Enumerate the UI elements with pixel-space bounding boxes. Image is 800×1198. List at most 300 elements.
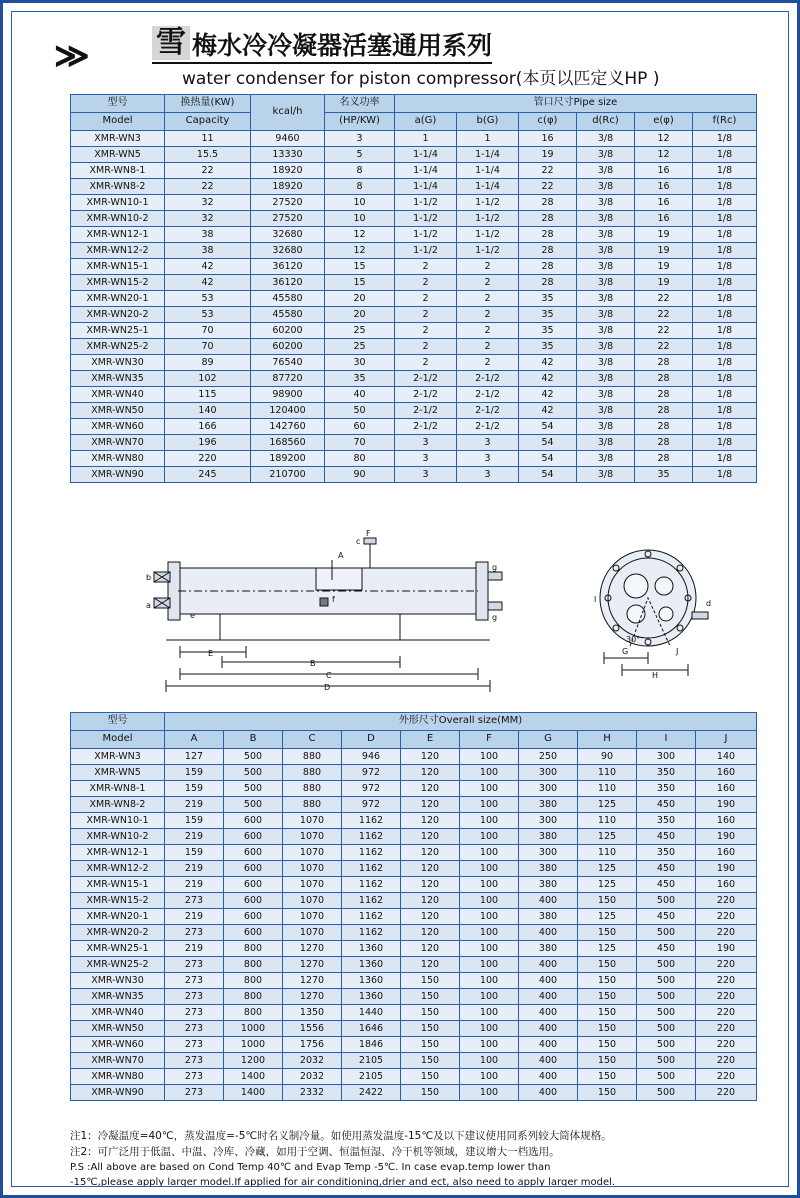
th-dim-F: F — [460, 731, 519, 749]
cell-e: 28 — [635, 451, 693, 467]
cell-c: 35 — [519, 307, 577, 323]
cell-E: 120 — [401, 829, 460, 845]
cell-D: 2105 — [342, 1069, 401, 1085]
cell-capacity: 38 — [165, 243, 251, 259]
cell-capacity: 245 — [165, 467, 251, 483]
cell-G: 400 — [519, 1021, 578, 1037]
cell-b: 2 — [457, 291, 519, 307]
cell-a: 3 — [395, 467, 457, 483]
cell-capacity: 102 — [165, 371, 251, 387]
th-pipe-a: a(G) — [395, 113, 457, 131]
cell-capacity: 166 — [165, 419, 251, 435]
cell-model: XMR-WN12-1 — [71, 227, 165, 243]
cell-F: 100 — [460, 973, 519, 989]
cell-model: XMR-WN20-1 — [71, 909, 165, 925]
cell-H: 125 — [578, 861, 637, 877]
cell-model: XMR-WN80 — [71, 451, 165, 467]
cell-d: 3/8 — [577, 371, 635, 387]
table-row — [71, 371, 757, 387]
cell-D: 1162 — [342, 925, 401, 941]
cell-G: 380 — [519, 877, 578, 893]
cell-d: 3/8 — [577, 275, 635, 291]
cell-H: 125 — [578, 909, 637, 925]
cell-A: 159 — [165, 845, 224, 861]
cell-kcal: 13330 — [251, 147, 325, 163]
cell-d: 3/8 — [577, 147, 635, 163]
cell-a: 1-1/2 — [395, 195, 457, 211]
cell-b: 2 — [457, 307, 519, 323]
cell-E: 150 — [401, 989, 460, 1005]
spec-table-header-row-1 — [71, 95, 757, 113]
cell-c: 42 — [519, 387, 577, 403]
table-row — [71, 355, 757, 371]
cell-F: 100 — [460, 765, 519, 781]
cell-c: 28 — [519, 243, 577, 259]
cell-b: 2-1/2 — [457, 387, 519, 403]
cell-H: 125 — [578, 941, 637, 957]
cell-a: 3 — [395, 435, 457, 451]
cell-c: 42 — [519, 371, 577, 387]
cell-a: 1-1/4 — [395, 163, 457, 179]
cell-c: 42 — [519, 403, 577, 419]
cell-c: 54 — [519, 451, 577, 467]
cell-I: 500 — [637, 1005, 696, 1021]
cell-F: 100 — [460, 797, 519, 813]
cell-capacity: 15.5 — [165, 147, 251, 163]
label-F: F — [366, 529, 371, 538]
th-dim-I: I — [637, 731, 696, 749]
label-d: d — [706, 599, 712, 608]
cell-E: 150 — [401, 1085, 460, 1101]
cell-a: 2-1/2 — [395, 419, 457, 435]
cell-J: 220 — [696, 957, 757, 973]
cell-model: XMR-WN30 — [71, 355, 165, 371]
table-row — [71, 291, 757, 307]
cell-F: 100 — [460, 909, 519, 925]
cell-G: 380 — [519, 909, 578, 925]
cell-e: 28 — [635, 435, 693, 451]
cell-capacity: 70 — [165, 323, 251, 339]
cell-e: 12 — [635, 131, 693, 147]
cell-e: 16 — [635, 195, 693, 211]
cell-E: 120 — [401, 861, 460, 877]
cell-b: 1-1/4 — [457, 163, 519, 179]
cell-F: 100 — [460, 1037, 519, 1053]
cell-a: 2-1/2 — [395, 403, 457, 419]
cell-I: 500 — [637, 1053, 696, 1069]
cell-power: 20 — [325, 307, 395, 323]
th-dim-C: C — [283, 731, 342, 749]
cell-f: 1/8 — [693, 371, 757, 387]
footnotes — [70, 1129, 770, 1187]
cell-c: 22 — [519, 179, 577, 195]
cell-H: 110 — [578, 765, 637, 781]
cell-model: XMR-WN10-2 — [71, 211, 165, 227]
cell-H: 110 — [578, 781, 637, 797]
cell-model: XMR-WN25-2 — [71, 339, 165, 355]
cell-kcal: 210700 — [251, 467, 325, 483]
cell-C: 880 — [283, 797, 342, 813]
drawing-svg — [70, 528, 756, 704]
cell-f: 1/8 — [693, 307, 757, 323]
cell-D: 1162 — [342, 893, 401, 909]
cell-I: 500 — [637, 1069, 696, 1085]
table-row — [71, 323, 757, 339]
cell-b: 3 — [457, 451, 519, 467]
cell-H: 150 — [578, 957, 637, 973]
cell-E: 120 — [401, 941, 460, 957]
cell-A: 273 — [165, 989, 224, 1005]
label-A: A — [338, 551, 344, 560]
th-dim-E: E — [401, 731, 460, 749]
cell-J: 190 — [696, 829, 757, 845]
cell-capacity: 42 — [165, 259, 251, 275]
cell-C: 1756 — [283, 1037, 342, 1053]
cell-a: 2 — [395, 323, 457, 339]
cell-I: 350 — [637, 765, 696, 781]
cell-A: 219 — [165, 797, 224, 813]
cell-f: 1/8 — [693, 211, 757, 227]
cell-C: 1270 — [283, 989, 342, 1005]
cell-f: 1/8 — [693, 179, 757, 195]
cell-G: 300 — [519, 781, 578, 797]
cell-e: 22 — [635, 307, 693, 323]
cell-F: 100 — [460, 877, 519, 893]
spec-table — [70, 94, 757, 483]
cell-model: XMR-WN40 — [71, 387, 165, 403]
cell-d: 3/8 — [577, 323, 635, 339]
cell-E: 150 — [401, 1069, 460, 1085]
cell-F: 100 — [460, 1021, 519, 1037]
product-drawing — [70, 528, 756, 704]
cell-c: 28 — [519, 227, 577, 243]
cell-c: 28 — [519, 275, 577, 291]
cell-model: XMR-WN40 — [71, 1005, 165, 1021]
cell-b: 1-1/2 — [457, 211, 519, 227]
cell-B: 1200 — [224, 1053, 283, 1069]
cell-a: 1 — [395, 131, 457, 147]
page-title: 梅水冷冷凝器活塞通用系列 — [192, 31, 493, 60]
table-row — [71, 307, 757, 323]
cell-A: 273 — [165, 957, 224, 973]
cell-c: 54 — [519, 435, 577, 451]
cell-kcal: 60200 — [251, 339, 325, 355]
cell-capacity: 38 — [165, 227, 251, 243]
cell-B: 1400 — [224, 1085, 283, 1101]
cell-C: 1070 — [283, 845, 342, 861]
cell-capacity: 42 — [165, 275, 251, 291]
cell-J: 220 — [696, 893, 757, 909]
cell-D: 1360 — [342, 973, 401, 989]
cell-G: 380 — [519, 797, 578, 813]
cell-b: 3 — [457, 467, 519, 483]
cell-d: 3/8 — [577, 243, 635, 259]
cell-c: 35 — [519, 339, 577, 355]
cell-f: 1/8 — [693, 403, 757, 419]
table-row — [71, 941, 757, 957]
cell-model: XMR-WN20-1 — [71, 291, 165, 307]
cell-e: 28 — [635, 355, 693, 371]
cell-b: 1-1/2 — [457, 195, 519, 211]
cell-I: 300 — [637, 749, 696, 765]
cell-model: XMR-WN15-1 — [71, 877, 165, 893]
cell-c: 28 — [519, 211, 577, 227]
cell-I: 450 — [637, 909, 696, 925]
cell-d: 3/8 — [577, 131, 635, 147]
cell-model: XMR-WN12-2 — [71, 861, 165, 877]
cell-D: 1846 — [342, 1037, 401, 1053]
cell-E: 120 — [401, 781, 460, 797]
cell-D: 1162 — [342, 877, 401, 893]
cell-H: 150 — [578, 1085, 637, 1101]
cell-kcal: 120400 — [251, 403, 325, 419]
cell-G: 400 — [519, 1069, 578, 1085]
cell-D: 2105 — [342, 1053, 401, 1069]
table-row — [71, 1037, 757, 1053]
cell-capacity: 53 — [165, 291, 251, 307]
cell-b: 1 — [457, 131, 519, 147]
cell-C: 1270 — [283, 973, 342, 989]
cell-power: 80 — [325, 451, 395, 467]
cell-d: 3/8 — [577, 451, 635, 467]
label-C: C — [326, 671, 332, 680]
page-inner-border — [11, 11, 789, 1187]
cell-c: 54 — [519, 467, 577, 483]
cell-E: 150 — [401, 1053, 460, 1069]
table-row — [71, 1005, 757, 1021]
th-dim-G: G — [519, 731, 578, 749]
cell-G: 300 — [519, 765, 578, 781]
note-en-2: -15℃,please apply larger model.If applied for air conditioning,drier and ect, also need to apply larger model. — [70, 1176, 616, 1187]
cell-f: 1/8 — [693, 451, 757, 467]
cell-B: 500 — [224, 765, 283, 781]
cell-e: 16 — [635, 179, 693, 195]
dim-table-header-row-2 — [71, 731, 757, 749]
table-row — [71, 781, 757, 797]
cell-power: 15 — [325, 275, 395, 291]
cell-F: 100 — [460, 989, 519, 1005]
cell-E: 120 — [401, 749, 460, 765]
cell-I: 350 — [637, 813, 696, 829]
cell-C: 880 — [283, 749, 342, 765]
cell-d: 3/8 — [577, 227, 635, 243]
cell-J: 160 — [696, 781, 757, 797]
cell-D: 1360 — [342, 957, 401, 973]
cell-f: 1/8 — [693, 339, 757, 355]
cell-model: XMR-WN12-2 — [71, 243, 165, 259]
cell-I: 450 — [637, 797, 696, 813]
cell-C: 880 — [283, 781, 342, 797]
cell-D: 1646 — [342, 1021, 401, 1037]
cell-C: 880 — [283, 765, 342, 781]
cell-I: 350 — [637, 781, 696, 797]
cell-f: 1/8 — [693, 163, 757, 179]
cell-G: 380 — [519, 941, 578, 957]
table-row — [71, 131, 757, 147]
cell-f: 1/8 — [693, 131, 757, 147]
th-dim-H: H — [578, 731, 637, 749]
table-row — [71, 451, 757, 467]
cell-B: 800 — [224, 941, 283, 957]
cell-power: 25 — [325, 339, 395, 355]
cell-f: 1/8 — [693, 323, 757, 339]
cell-power: 90 — [325, 467, 395, 483]
cell-e: 16 — [635, 163, 693, 179]
table-row — [71, 387, 757, 403]
cell-A: 273 — [165, 1069, 224, 1085]
cell-d: 3/8 — [577, 291, 635, 307]
th-pipe-c: c(φ) — [519, 113, 577, 131]
cell-capacity: 220 — [165, 451, 251, 467]
cell-b: 2-1/2 — [457, 403, 519, 419]
cell-model: XMR-WN10-1 — [71, 813, 165, 829]
table-row — [71, 259, 757, 275]
table-row — [71, 893, 757, 909]
cell-J: 140 — [696, 749, 757, 765]
cell-f: 1/8 — [693, 291, 757, 307]
cell-F: 100 — [460, 1005, 519, 1021]
th-kcal: kcal/h — [251, 95, 325, 131]
cell-F: 100 — [460, 1069, 519, 1085]
cell-a: 3 — [395, 451, 457, 467]
table-row — [71, 1053, 757, 1069]
cell-H: 125 — [578, 829, 637, 845]
table-row — [71, 227, 757, 243]
cell-b: 2 — [457, 259, 519, 275]
cell-a: 1-1/4 — [395, 147, 457, 163]
cell-C: 2032 — [283, 1053, 342, 1069]
cell-A: 127 — [165, 749, 224, 765]
cell-J: 220 — [696, 925, 757, 941]
cell-power: 50 — [325, 403, 395, 419]
cell-b: 2-1/2 — [457, 419, 519, 435]
cell-a: 2 — [395, 307, 457, 323]
cell-model: XMR-WN20-2 — [71, 925, 165, 941]
cell-H: 150 — [578, 1005, 637, 1021]
cell-G: 300 — [519, 845, 578, 861]
cell-model: XMR-WN25-2 — [71, 957, 165, 973]
cell-E: 150 — [401, 1005, 460, 1021]
cell-F: 100 — [460, 1053, 519, 1069]
cell-D: 1162 — [342, 909, 401, 925]
cell-I: 500 — [637, 957, 696, 973]
cell-G: 400 — [519, 1085, 578, 1101]
cell-model: XMR-WN90 — [71, 467, 165, 483]
cell-H: 150 — [578, 1069, 637, 1085]
th-model-cn: 型号 — [71, 95, 165, 113]
cell-A: 219 — [165, 941, 224, 957]
label-D: D — [324, 683, 331, 692]
cell-I: 500 — [637, 989, 696, 1005]
cell-b: 3 — [457, 435, 519, 451]
cell-H: 150 — [578, 1021, 637, 1037]
cell-I: 500 — [637, 973, 696, 989]
th-model-en: Model — [71, 113, 165, 131]
cell-H: 150 — [578, 925, 637, 941]
cell-d: 3/8 — [577, 387, 635, 403]
cell-C: 1070 — [283, 877, 342, 893]
cell-J: 220 — [696, 1005, 757, 1021]
cell-model: XMR-WN3 — [71, 749, 165, 765]
cell-e: 22 — [635, 323, 693, 339]
cell-a: 2 — [395, 291, 457, 307]
cell-capacity: 196 — [165, 435, 251, 451]
cell-e: 22 — [635, 339, 693, 355]
cell-A: 219 — [165, 829, 224, 845]
cell-capacity: 70 — [165, 339, 251, 355]
cell-A: 273 — [165, 925, 224, 941]
cell-G: 400 — [519, 893, 578, 909]
cell-C: 1070 — [283, 925, 342, 941]
cell-A: 273 — [165, 1021, 224, 1037]
label-I: I — [594, 595, 597, 604]
cell-capacity: 32 — [165, 211, 251, 227]
cell-model: XMR-WN35 — [71, 371, 165, 387]
cell-power: 5 — [325, 147, 395, 163]
cell-d: 3/8 — [577, 195, 635, 211]
cell-d: 3/8 — [577, 467, 635, 483]
cell-power: 10 — [325, 211, 395, 227]
cell-D: 1360 — [342, 989, 401, 1005]
brand-title-block — [152, 26, 492, 64]
cell-J: 160 — [696, 765, 757, 781]
table-row — [71, 339, 757, 355]
cell-kcal: 168560 — [251, 435, 325, 451]
cell-model: XMR-WN5 — [71, 147, 165, 163]
note-cn-2: 注2：可广泛用于低温、中温、冷库、冷藏，如用于空调、恒温恒湿、冷干机等领域，建议增大一档选用。 — [70, 1145, 560, 1158]
cell-capacity: 22 — [165, 179, 251, 195]
cell-c: 35 — [519, 291, 577, 307]
cell-H: 90 — [578, 749, 637, 765]
cell-e: 12 — [635, 147, 693, 163]
cell-model: XMR-WN10-2 — [71, 829, 165, 845]
label-G: G — [622, 647, 629, 656]
cell-model: XMR-WN10-1 — [71, 195, 165, 211]
cell-J: 220 — [696, 1021, 757, 1037]
cell-E: 120 — [401, 797, 460, 813]
cell-J: 220 — [696, 1069, 757, 1085]
cell-F: 100 — [460, 1085, 519, 1101]
cell-capacity: 11 — [165, 131, 251, 147]
cell-I: 450 — [637, 861, 696, 877]
cell-e: 19 — [635, 259, 693, 275]
table-row — [71, 1069, 757, 1085]
table-row — [71, 845, 757, 861]
cell-capacity: 22 — [165, 163, 251, 179]
table-row — [71, 1085, 757, 1101]
cell-E: 120 — [401, 877, 460, 893]
cell-kcal: 45580 — [251, 307, 325, 323]
label-e: e — [190, 611, 195, 620]
cell-D: 946 — [342, 749, 401, 765]
cell-d: 3/8 — [577, 339, 635, 355]
table-row — [71, 973, 757, 989]
cell-kcal: 32680 — [251, 243, 325, 259]
cell-model: XMR-WN5 — [71, 765, 165, 781]
cell-H: 125 — [578, 797, 637, 813]
cell-H: 110 — [578, 845, 637, 861]
cell-E: 120 — [401, 909, 460, 925]
cell-F: 100 — [460, 749, 519, 765]
cell-C: 1350 — [283, 1005, 342, 1021]
th-pipe-f: f(Rc) — [693, 113, 757, 131]
cell-f: 1/8 — [693, 195, 757, 211]
snowflake-brand-mark: 雪 — [152, 26, 190, 60]
cell-model: XMR-WN12-1 — [71, 845, 165, 861]
cell-E: 120 — [401, 957, 460, 973]
cell-B: 800 — [224, 1005, 283, 1021]
cell-E: 120 — [401, 813, 460, 829]
